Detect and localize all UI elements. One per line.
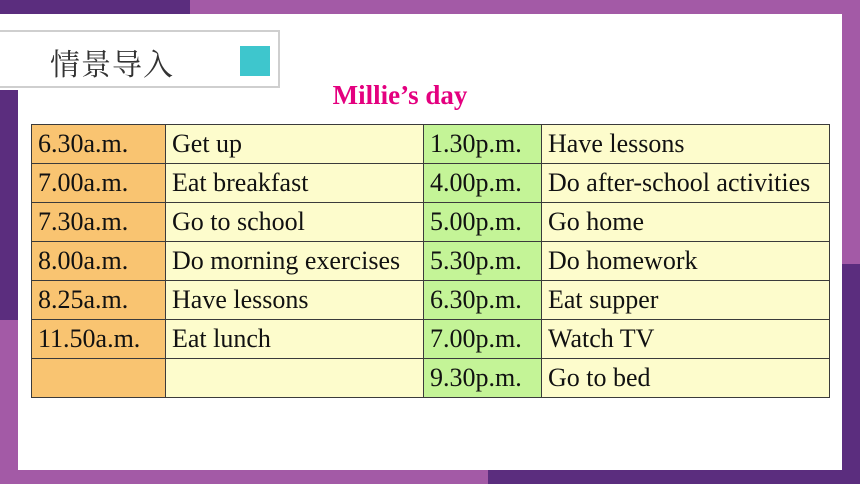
table-row (32, 359, 830, 398)
afternoon-time-cell: 4.00p.m. (424, 164, 542, 203)
afternoon-time-cell: 1.30p.m. (424, 125, 542, 164)
frame-bar-top-left (0, 0, 190, 14)
frame-bar-left-upper (0, 90, 18, 320)
morning-activity-cell (166, 359, 424, 398)
afternoon-activity-cell: Go to bed (542, 359, 830, 398)
morning-time-cell: 6.30a.m. (32, 125, 166, 164)
frame-bar-left-lower (0, 320, 18, 484)
table-row (32, 281, 830, 320)
afternoon-time-cell: 6.30p.m. (424, 281, 542, 320)
morning-time-cell: 8.00a.m. (32, 242, 166, 281)
afternoon-activity-cell: Do after-school activities (542, 164, 830, 203)
afternoon-time-cell: 9.30p.m. (424, 359, 542, 398)
afternoon-activity-cell: Watch TV (542, 320, 830, 359)
morning-activity-cell: Go to school (166, 203, 424, 242)
frame-bar-bottom-left (18, 470, 488, 484)
afternoon-activity-cell: Go home (542, 203, 830, 242)
morning-activity-cell: Do morning exercises (166, 242, 424, 281)
table-row (32, 242, 830, 281)
afternoon-time-cell: 5.30p.m. (424, 242, 542, 281)
morning-activity-cell: Get up (166, 125, 424, 164)
afternoon-time-cell: 5.00p.m. (424, 203, 542, 242)
morning-time-cell: 7.30a.m. (32, 203, 166, 242)
afternoon-time-cell: 7.00p.m. (424, 320, 542, 359)
table-row (32, 125, 830, 164)
afternoon-activity-cell: Have lessons (542, 125, 830, 164)
morning-time-cell: 11.50a.m. (32, 320, 166, 359)
afternoon-activity-cell: Eat supper (542, 281, 830, 320)
table-row (32, 164, 830, 203)
afternoon-activity-cell: Do homework (542, 242, 830, 281)
schedule-table (31, 124, 830, 398)
page-title: Millie’s day (332, 80, 468, 110)
table-row (32, 203, 830, 242)
section-banner (0, 30, 280, 88)
morning-time-cell: 8.25a.m. (32, 281, 166, 320)
morning-time-cell (32, 359, 166, 398)
frame-bar-top-right (190, 0, 860, 14)
table-row (32, 320, 830, 359)
section-label: 情景导入 (50, 48, 174, 83)
frame-bar-right-upper (842, 14, 860, 264)
morning-activity-cell: Have lessons (166, 281, 424, 320)
morning-time-cell: 7.00a.m. (32, 164, 166, 203)
frame-bar-bottom-right (488, 470, 842, 484)
morning-activity-cell: Eat lunch (166, 320, 424, 359)
accent-square (240, 46, 270, 76)
frame-bar-right-lower (842, 264, 860, 484)
morning-activity-cell: Eat breakfast (166, 164, 424, 203)
